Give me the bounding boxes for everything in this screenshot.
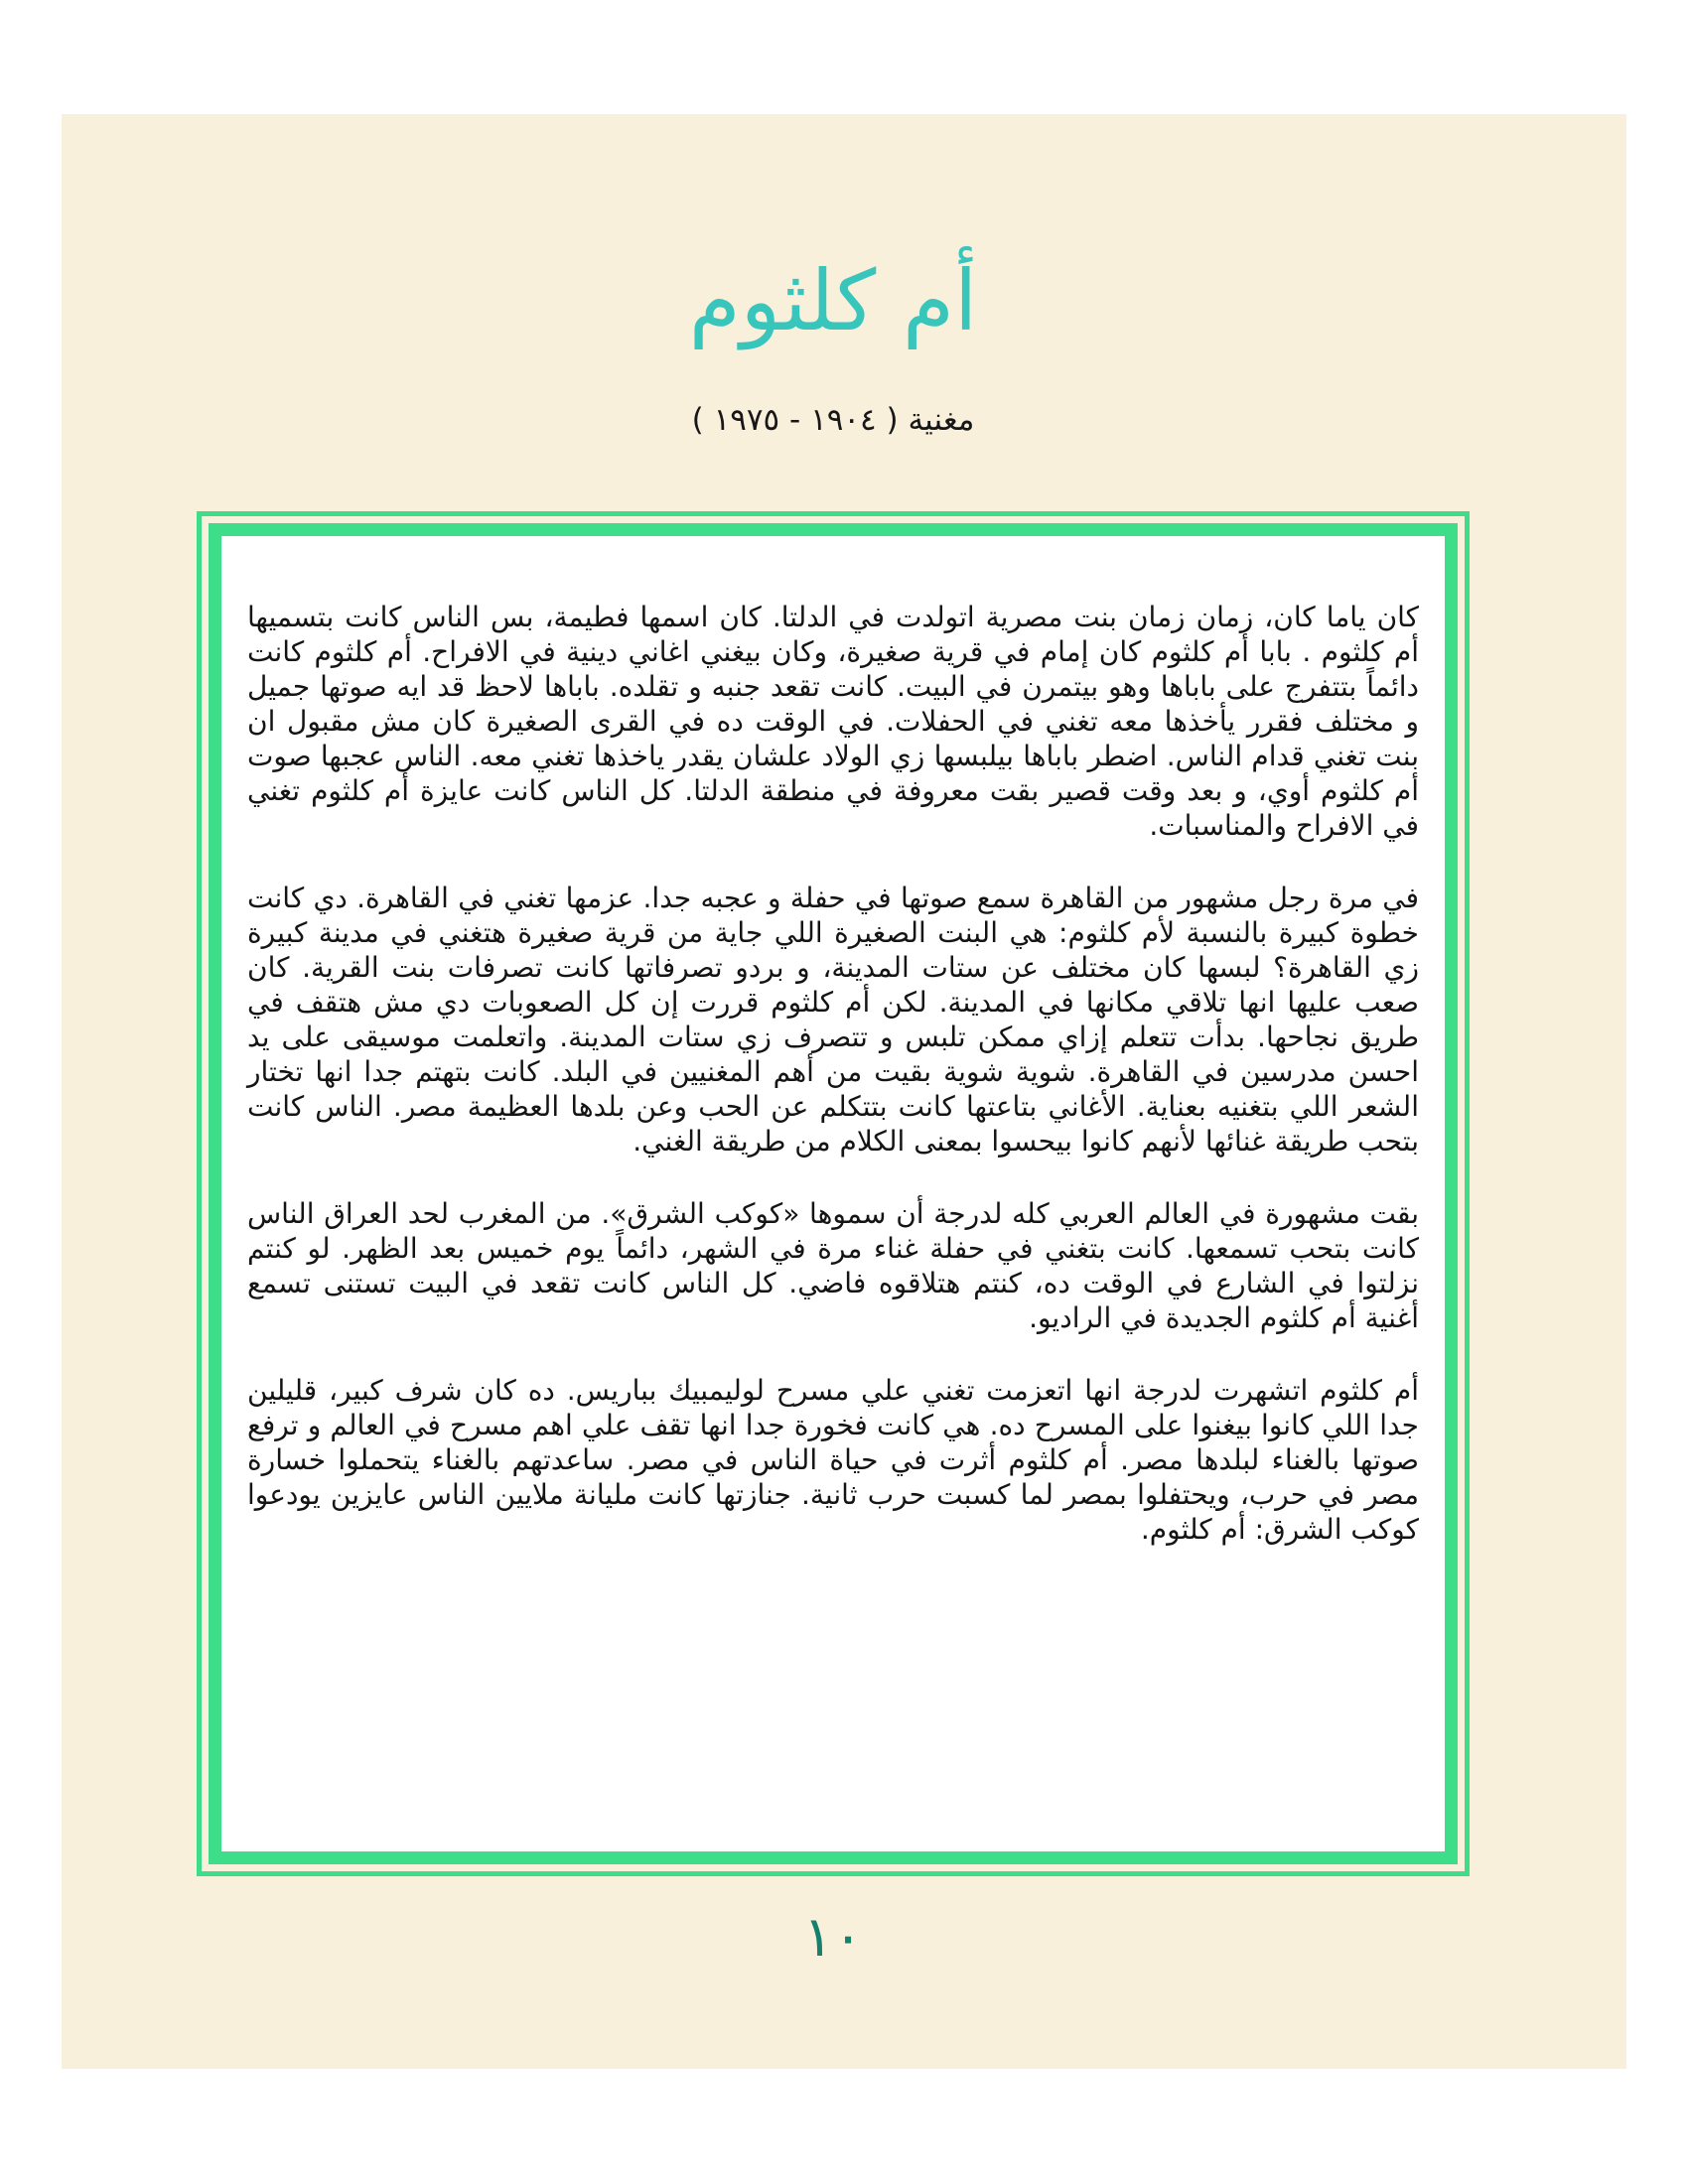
paragraph: بقت مشهورة في العالم العربي كله لدرجة أن سموها «كوكب الشرق». من المغرب لحد العراق الناس كانت بتحب تسمعها. كانت بتغني في حفلة غناء مرة في الشهر، دائماً يوم خميس بعد الظهر. لو كنتم نزلتوا في الشارع في الوقت ده، كنتم هتلاقوه فاضي. كل الناس كانت تقعد في البيت تستنى تسمع أغنية أم كلثوم الجديدة في الراديو. [247,1197,1419,1334]
frame-inner-panel [209,523,1458,1864]
decorative-double-border-frame [197,511,1470,1876]
article-body [221,536,1445,1547]
paragraph: كان ياما كان، زمان زمان بنت مصرية اتولدت في الدلتا. كان اسمها فطيمة، بس الناس كانت بتسميها أم كلثوم . بابا أم كلثوم كان إمام في قرية صغيرة، وكان بيغني اغاني دينية في الافراح. أم كلثوم كانت دائماً بتتفرج على باباها وهو بيتمرن في البيت. كانت تقعد جنبه و تقلده. باباها لاحظ قد ايه صوتها جميل و مختلف فقرر يأخذها معه تغني في الحفلات. في الوقت ده في القرى الصغيرة كان مش مقبول ان بنت تغني قدام الناس. اضطر باباها بيلبسها زي الولاد علشان يقدر ياخذها تغني معه. الناس عجبها صوت أم كلثوم أوي، و بعد وقت قصير بقت معروفة في منطقة الدلتا. كل الناس كانت عايزة أم كلثوم تغني في الافراح والمناسبات. [247,601,1419,842]
page-subtitle: مغنية ( ١٩٠٤ - ١٩٧٥ ) [691,402,975,438]
page-number: ١٠ [802,1905,864,1970]
page-title: أم كلثوم [688,252,978,349]
page-sheet [62,114,1626,2069]
paragraph: أم كلثوم اتشهرت لدرجة انها اتعزمت تغني علي مسرح لوليمبيك بباريس. ده كان شرف كبير، قليلين جدا اللي كانوا بيغنوا على المسرح ده. هي كانت فخورة جدا انها تقف علي اهم مسرح في العالم و ترفع صوتها بالغناء لبلدها مصر. أم كلثوم أثرت في حياة الناس في مصر. ساعدتهم بالغناء يتحملوا خسارة مصر في حرب، ويحتفلوا بمصر لما كسبت حرب ثانية. جنازتها كانت مليانة ملايين الناس عايزين يودعوا كوكب الشرق: أم كلثوم. [247,1374,1419,1546]
paragraph: في مرة رجل مشهور من القاهرة سمع صوتها في حفلة و عجبه جدا. عزمها تغني في القاهرة. دي كانت خطوة كبيرة بالنسبة لأم كلثوم: هي البنت الصغيرة اللي جاية من قرية صغيرة هتغني في مدينة كبيرة زي القاهرة؟ لبسها كان مختلف عن ستات المدينة، و بردو تصرفاتها كانت تصرفات بنت القرية. كان صعب عليها انها تلاقي مكانها في المدينة. لكن أم كلثوم قررت إن كل الصعوبات دي مش هتقف في طريق نجاحها. بدأت تتعلم إزاي ممكن تلبس و تتصرف زي ستات المدينة. واتعلمت موسيقى على يد احسن مدرسين في القاهرة. شوية شوية بقيت من أهم المغنيين في البلد. كانت بتهتم جدا انها تختار الشعر اللي بتغنيه بعناية. الأغاني بتاعتها كانت بتتكلم عن الحب وعن بلدها العظيمة مصر. الناس كانت بتحب طريقة غنائها لأنهم كانوا بيحسوا بمعنى الكلام من طريقة الغني. [247,882,1419,1158]
